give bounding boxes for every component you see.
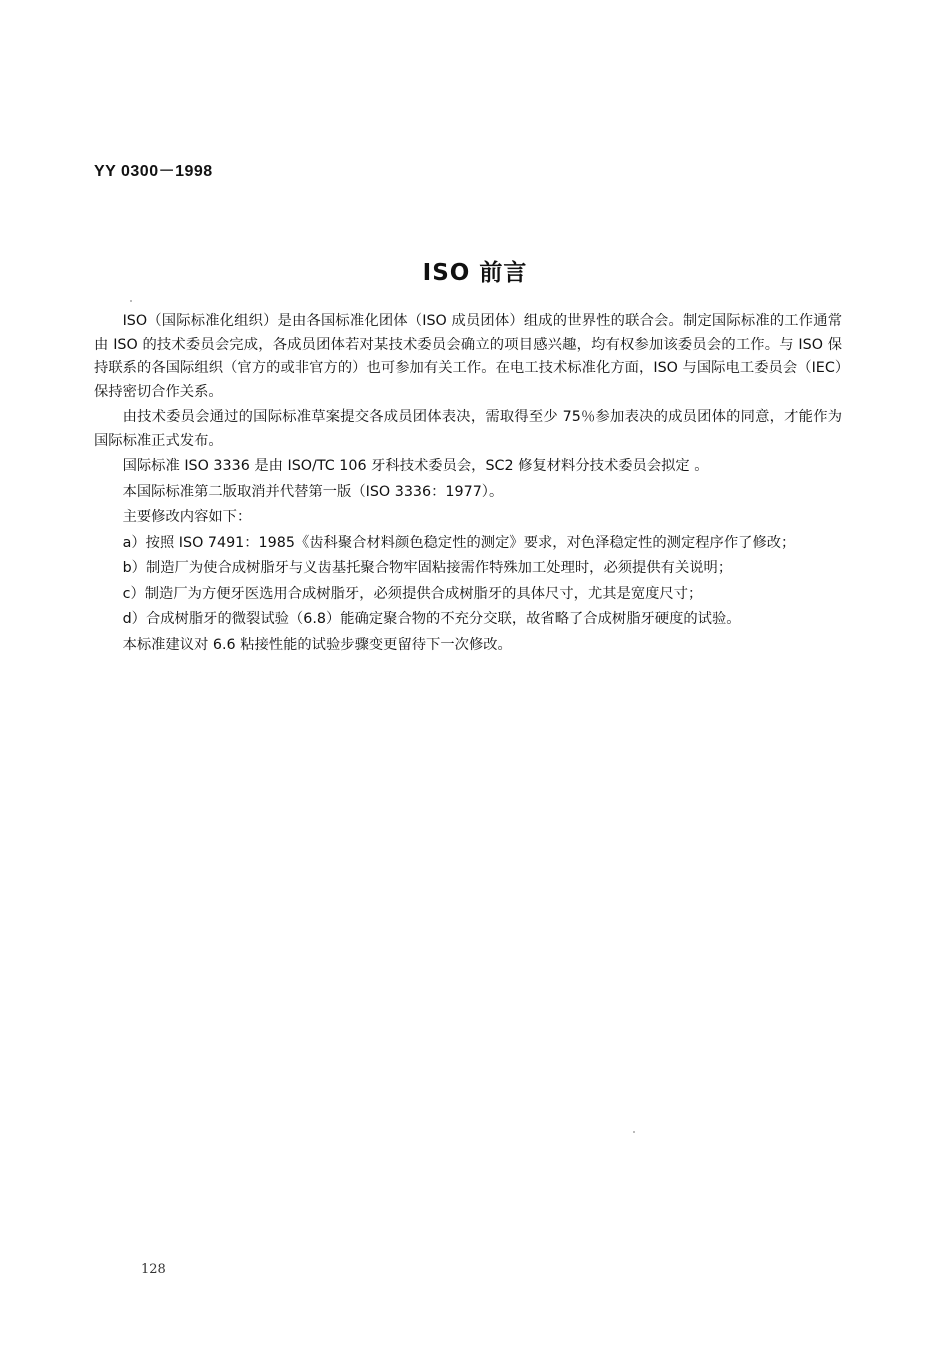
standard-code: YY 0300－1998 <box>94 163 213 180</box>
foreword-body <box>94 310 842 659</box>
paragraph-edition: 本国际标准第二版取消并代替第一版（ISO 3336：1977）。 <box>122 483 504 500</box>
paragraph-iso-intro: ISO（国际标准化组织）是由各国标准化团体（ISO 成员团体）组成的世界性的联合会。制定国际标准的工作通常由 ISO 的技术委员会完成，各成员团体若对某技术委员会确立的项目感兴趣，均有权参加该委员会的工作。与 ISO 保持联系的各国际组织（官方的或非官方的）也可参加有关工作。在电工技术标准化方面，ISO 与国际电工委员会（IEC）保持密切合作关系。 <box>94 313 842 400</box>
scan-speck <box>130 300 132 302</box>
page-number: 128 <box>141 1262 166 1277</box>
paragraph-origin: 国际标准 ISO 3336 是由 ISO/TC 106 牙科技术委员会，SC2 修复材料分技术委员会拟定 。 <box>122 458 709 474</box>
page-title: ISO 前言 <box>422 260 528 286</box>
paragraph-changes-heading: 主要修改内容如下： <box>122 509 252 525</box>
paragraph-change-a: a）按照 ISO 7491：1985《齿科聚合材料颜色稳定性的测定》要求，对色泽稳定性的测定程序作了修改； <box>122 534 796 551</box>
paragraph-recommendation: 本标准建议对 6.6 粘接性能的试验步骤变更留待下一次修改。 <box>122 636 512 653</box>
scan-speck <box>633 1131 635 1133</box>
paragraph-voting: 由技术委员会通过的国际标准草案提交各成员团体表决，需取得至少 75％参加表决的成员团体的同意，才能作为国际标准正式发布。 <box>94 409 842 449</box>
paragraph-change-d: d）合成树脂牙的微裂试验（6.8）能确定聚合物的不充分交联，故省略了合成树脂牙硬度的试验。 <box>122 611 741 627</box>
paragraph-change-c: c）制造厂为方便牙医选用合成树脂牙，必须提供合成树脂牙的具体尺寸，尤其是宽度尺寸； <box>122 585 703 602</box>
paragraph-change-b: b）制造厂为使合成树脂牙与义齿基托聚合物牢固粘接需作特殊加工处理时，必须提供有关说明； <box>122 560 733 576</box>
